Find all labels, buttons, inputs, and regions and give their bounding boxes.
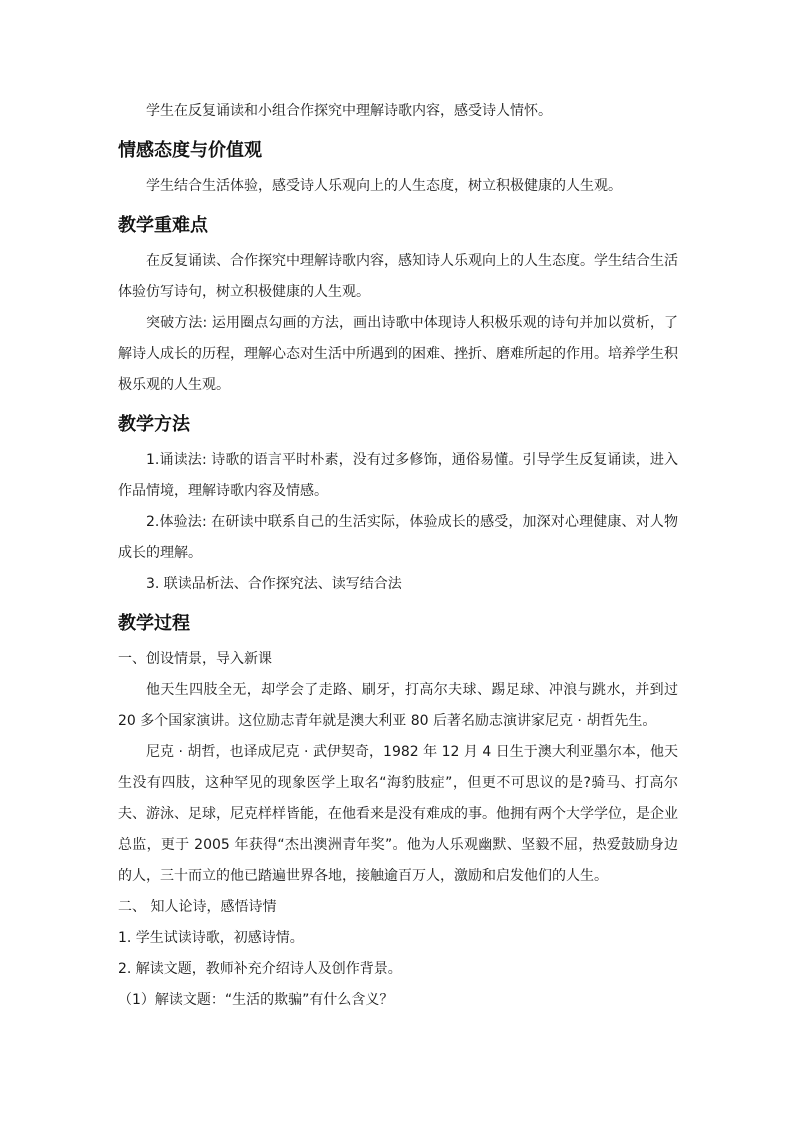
heading-teaching-methods: 教学方法 — [118, 414, 190, 435]
method-item-experience: 2.体验法: 在研读中联系自己的生活实际，体验成长的感受，加深对心理健康、对人物成长的理解。 — [118, 514, 678, 561]
step-read-poem: 1. 学生试读诗歌，初感诗情。 — [118, 930, 304, 946]
step-interpret-title: 2. 解读文题，教师补充介绍诗人及创作背景。 — [118, 961, 402, 977]
document-body — [118, 96, 678, 1016]
section-two-title: 二、 知人论诗，感悟诗情 — [118, 899, 277, 915]
paragraph-process-goal: 学生在反复诵读和小组合作探究中理解诗歌内容，感受诗人情怀。 — [146, 103, 552, 119]
heading-teaching-process: 教学过程 — [118, 613, 190, 634]
paragraph-intro-nick: 他天生四肢全无，却学会了走路、刷牙，打高尔夫球、踢足球、冲浪与跳水，并到过 20 多个国家演讲。这位励志青年就是澳大利亚 80 后著名励志演讲家尼克 · 胡哲先生。 — [118, 682, 678, 729]
method-item-recitation: 1.诵读法: 诗歌的语言平时朴素，没有过多修饰，通俗易懂。引导学生反复诵读，进入作品情境，理解诗歌内容及情感。 — [118, 452, 678, 499]
paragraph-nick-biography: 尼克 · 胡哲，也译成尼克 · 武伊契奇，1982 年 12 月 4 日生于澳大利亚墨尔本，他天生没有四肢，这种罕见的现象医学上取名“海豹肢症”，但更不可思议的是?骑马、打高尔夫、游泳、足球，尼克样样皆能，在他看来是没有难成的事。他拥有两个大学学位，是企业总监，更于 2005 年获得“杰出澳洲青年奖”。他为人乐观幽默、坚毅不屈，热爱鼓励身边的人，三十而立的他已踏遍世界各地，接触逾百万人，激励和启发他们的人生。 — [118, 744, 678, 884]
method-item-combined: 3. 联读品析法、合作探究法、读写结合法 — [146, 576, 402, 592]
paragraph-breakthrough-method: 突破方法: 运用圈点勾画的方法，画出诗歌中体现诗人积极乐观的诗句并加以赏析，了解诗人成长的历程，理解心态对生活中所遇到的困难、挫折、磨难所起的作用。培养学生积极乐观的人生观。 — [118, 315, 678, 393]
section-one-title: 一、创设情景，导入新课 — [118, 651, 272, 667]
heading-emotion-values: 情感态度与价值观 — [118, 140, 262, 161]
paragraph-key-difficulties: 在反复诵读、合作探究中理解诗歌内容，感知诗人乐观向上的人生态度。学生结合生活体验仿写诗句，树立积极健康的人生观。 — [118, 253, 678, 300]
paragraph-emotion-values: 学生结合生活体验，感受诗人乐观向上的人生态度，树立积极健康的人生观。 — [146, 178, 622, 194]
question-title-meaning: （1）解读文题：“生活的欺骗”有什么含义？ — [118, 992, 394, 1008]
heading-key-difficulties: 教学重难点 — [118, 215, 208, 236]
